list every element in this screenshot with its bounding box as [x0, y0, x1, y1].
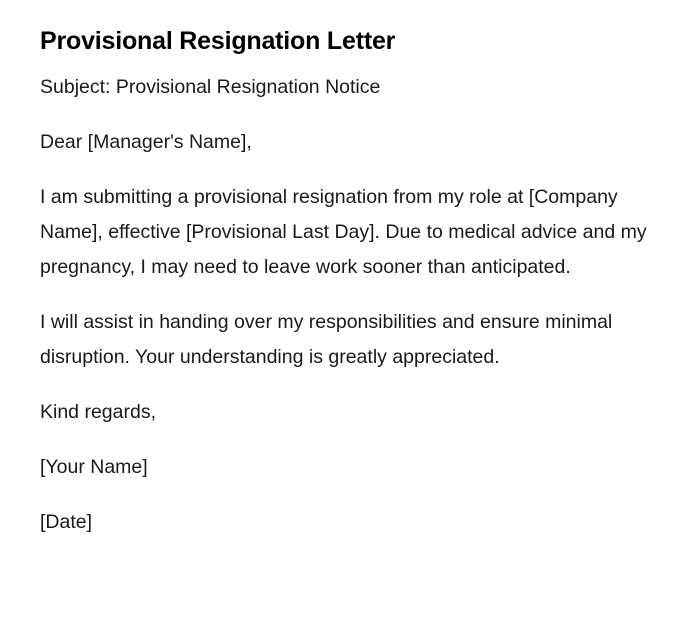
letter-title: Provisional Resignation Letter: [40, 27, 396, 55]
letter-salutation: Dear [Manager's Name],: [40, 131, 252, 153]
letter-subject: Subject: Provisional Resignation Notice: [40, 76, 381, 98]
letter-body-paragraph-1: I am submitting a provisional resignation from my role at [Company Name], effective [Provisional Last Day]. Due to medical advice and my pregnancy, I may need to leave work sooner than anticipated.: [40, 186, 647, 278]
letter-body-paragraph-2: I will assist in handing over my responsibilities and ensure minimal disruption. Your understanding is greatly appreciated.: [40, 311, 613, 368]
letter-closing: Kind regards,: [40, 401, 156, 423]
letter-date: [Date]: [40, 511, 93, 533]
letter-signature: [Your Name]: [40, 456, 148, 478]
